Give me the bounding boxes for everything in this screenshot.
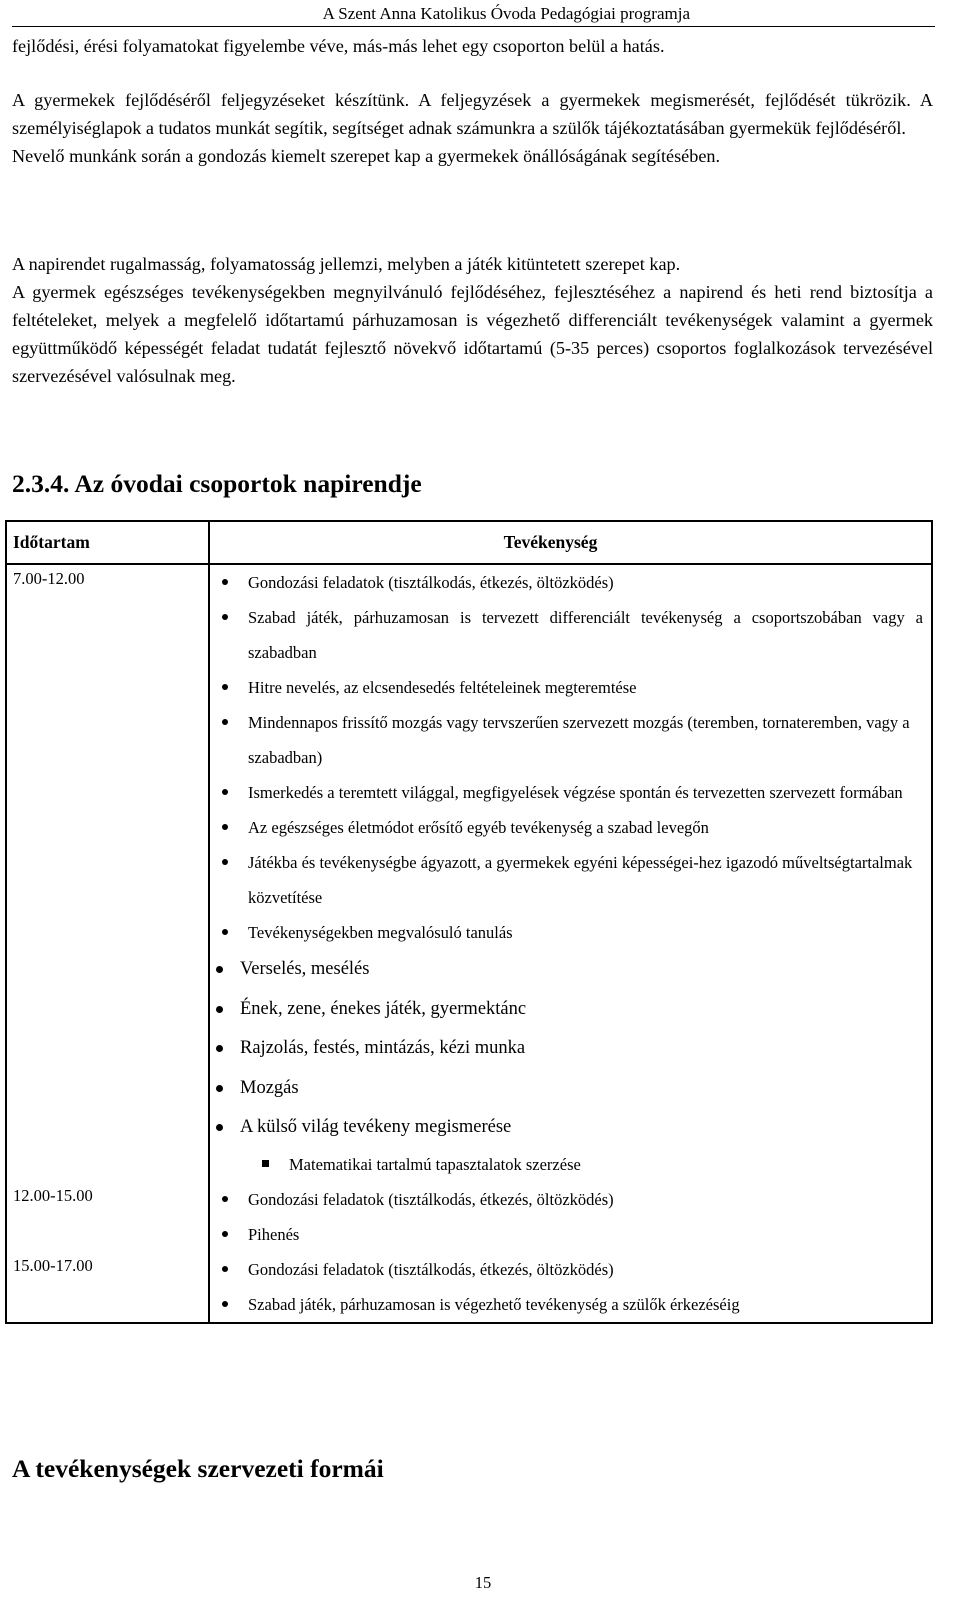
activity-item: Az egészséges életmódot erősítő egyéb tevékenység a szabad levegőn xyxy=(210,810,923,845)
learning-item xyxy=(210,1108,923,1182)
activity-list xyxy=(210,1252,923,1322)
section-heading: A tevékenységek szervezeti formái xyxy=(12,1454,384,1483)
daily-schedule-table xyxy=(5,520,933,1324)
activity-item: Gondozási feladatok (tisztálkodás, étkezés, öltözködés) xyxy=(210,1182,923,1217)
learning-subitem: Matematikai tartalmú tapasztalatok szerzése xyxy=(240,1148,923,1182)
time-cell: 7.00-12.00 xyxy=(7,565,210,1182)
learning-item: Ének, zene, énekes játék, gyermektánc xyxy=(210,990,923,1030)
activity-item-label: Tevékenységekben megvalósuló tanulás xyxy=(248,923,513,942)
activity-list xyxy=(210,1182,923,1252)
column-header-activity: Tevékenység xyxy=(210,522,931,565)
header-divider xyxy=(12,26,935,27)
activity-item: Ismerkedés a teremtett világgal, megfigyelések végzése spontán és tervezetten szervezett formában xyxy=(210,775,923,810)
time-cell: 12.00-15.00 xyxy=(7,1182,210,1252)
section-heading: 2.3.4. Az óvodai csoportok napirendje xyxy=(12,469,422,498)
paragraph-daily-routine xyxy=(12,250,933,390)
paragraph-text: A gyermek egészséges tevékenységekben megnyilvánuló fejlődéséhez, fejlesztéséhez a napirend és heti rend biztosítja a feltételeket, melyek a megfelelő időtartamú párhuzamosan is végezhető differenciált tevékenységek valamint a gyermek együttműködő képességét feladat tudatát fejlesztő növekvő időtartamú (5-35 perces) csoportos foglalkozások tervezésével szervezésével valósulnak meg. xyxy=(12,282,933,386)
paragraph-continuation xyxy=(12,32,933,60)
paragraph-text: A napirendet rugalmasság, folyamatosság jellemzi, melyben a játék kitüntetett szerepet kap. xyxy=(12,254,681,274)
activity-cell xyxy=(210,1182,931,1252)
activity-item: Hitre nevelés, az elcsendesedés feltételeinek megteremtése xyxy=(210,670,923,705)
learning-item: Verselés, mesélés xyxy=(210,950,923,990)
learning-item: Mozgás xyxy=(210,1069,923,1109)
activity-cell xyxy=(210,565,931,1182)
time-cell: 15.00-17.00 xyxy=(7,1252,210,1322)
activity-item: Pihenés xyxy=(210,1217,923,1252)
paragraph-text: Nevelő munkánk során a gondozás kiemelt szerepet kap a gyermekek önállóságának segítésében. xyxy=(12,146,721,166)
activity-item: Szabad játék, párhuzamosan is tervezett differenciált tevékenység a csoportszobában vagy a szabadban xyxy=(210,600,923,670)
page-number: 15 xyxy=(474,1573,492,1592)
activity-item: Gondozási feladatok (tisztálkodás, étkezés, öltözködés) xyxy=(210,1252,923,1287)
activity-list xyxy=(210,565,923,1182)
activity-item: Gondozási feladatok (tisztálkodás, étkezés, öltözködés) xyxy=(210,565,923,600)
column-header-time: Időtartam xyxy=(7,522,210,565)
activity-item: Szabad játék, párhuzamosan is végezhető tevékenység a szülők érkezéséig xyxy=(210,1287,923,1322)
activity-item xyxy=(210,915,923,1182)
learning-subsublist xyxy=(240,1148,923,1182)
activity-item: Mindennapos frissítő mozgás vagy tervszerűen szervezett mozgás (teremben, tornateremben, vagy a szabadban) xyxy=(210,705,923,775)
paragraph-text: A gyermekek fejlődéséről feljegyzéseket készítünk. A feljegyzések a gyermekek megismerését, fejlődését tükrözik. A személyiséglapok a tudatos munkát segítik, segítséget adnak számunkra a szülők tájékoztatásában gyermekük fejlődéséről. xyxy=(12,90,933,138)
activity-cell xyxy=(210,1252,931,1322)
paragraph-observations xyxy=(12,86,933,170)
learning-sublist xyxy=(210,950,923,1182)
learning-item-label: A külső világ tevékeny megismerése xyxy=(240,1117,512,1137)
activity-item: Játékba és tevékenységbe ágyazott, a gyermekek egyéni képességei-hez igazodó műveltségtartalmak közvetítése xyxy=(210,845,923,915)
document-header-title: A Szent Anna Katolikus Óvoda Pedagógiai programja xyxy=(322,4,690,23)
learning-item: Rajzolás, festés, mintázás, kézi munka xyxy=(210,1029,923,1069)
paragraph-text: fejlődési, érési folyamatokat figyelembe véve, más-más lehet egy csoporton belül a hatás. xyxy=(12,36,665,56)
